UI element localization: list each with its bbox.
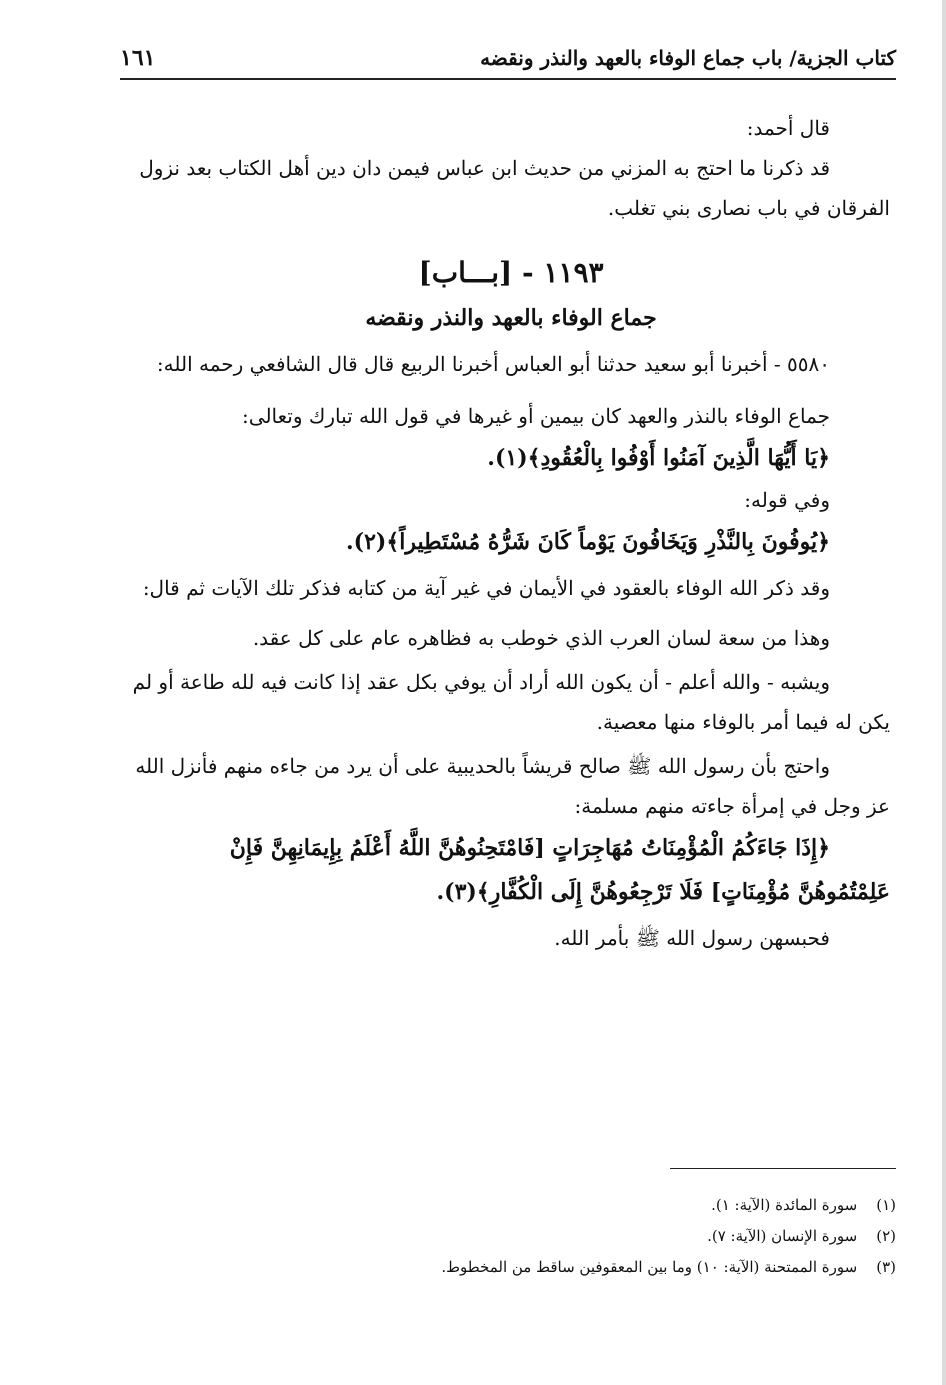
footnote-divider [670, 1168, 896, 1169]
header-title: كتاب الجزية/ باب جماع الوفاء بالعهد والنذر ونقضه [480, 46, 896, 70]
running-header [120, 38, 896, 80]
chapter-subtitle: جماع الوفاء بالعهد والنذر ونقضه [365, 305, 657, 331]
footnote-number: (١) [876, 1196, 896, 1214]
footnote-text: سورة الإنسان (الآية: ٧). [707, 1227, 858, 1245]
footnote-3 [300, 1252, 896, 1283]
quran-verse-1: ﴿يَا أَيُّهَا الَّذِينَ آمَنُوا أَوْفُوا بِالْعُقُودِ﴾(١). [487, 445, 830, 471]
main-text [132, 108, 890, 958]
paragraph-wa-fi-qawlihi: وفي قوله: [744, 488, 830, 512]
paragraph-yushbih: ويشبه - والله أعلم - أن يكون الله أراد أن يوفي بكل عقد إذا كانت فيه لله طاعة أو لم يكن له فيما أمر بالوفاء منها معصية. [132, 670, 890, 734]
footnote-number: (٢) [876, 1227, 896, 1245]
paragraph-ihtajja: واحتج بأن رسول الله ﷺ صالح قريشاً بالحديبية على أن يرد من جاءه منهم فأنزل الله عز وجل في إمرأة جاءته منهم مسلمة: [135, 754, 890, 818]
paragraph-sa-at-lisan: وهذا من سعة لسان العرب الذي خوطب به فظاهره عام على كل عقد. [252, 626, 830, 650]
footnote-text: سورة المائدة (الآية: ١). [711, 1196, 858, 1214]
chapter-number-title: ١١٩٣ - [بـــاب] [418, 256, 604, 289]
footnote-text: سورة الممتحنة (الآية: ١٠) وما بين المعقوفين ساقط من المخطوط. [441, 1258, 858, 1276]
footnote-number: (٣) [876, 1258, 896, 1276]
footnote-1 [300, 1190, 896, 1221]
footnotes [300, 1190, 896, 1283]
paragraph-qal-ahmad: قال أحمد: [746, 116, 830, 140]
paragraph-fahabasahunna: فحبسهن رسول الله ﷺ بأمر الله. [554, 926, 830, 950]
scan-edge [942, 0, 946, 1385]
page-number: ١٦١ [120, 45, 156, 71]
quran-verse-3: ﴿إِذَا جَاءَكُمُ الْمُؤْمِنَاتُ مُهَاجِرَاتٍ [فَامْتَحِنُوهُنَّ اللَّهُ أَعْلَمُ بِإِيمَانِهِنَّ فَإِنْ عَلِمْتُمُوهُنَّ مُؤْمِنَاتٍ] فَلَا تَرْجِعُوهُنَّ إِلَى الْكُفَّارِ﴾(٣). [229, 835, 890, 905]
hadith-isnad: ٥٥٨٠ - أخبرنا أبو سعيد حدثنا أبو العباس أخبرنا الربيع قال قال الشافعي رحمه الله: [156, 352, 830, 376]
footnote-2 [300, 1221, 896, 1252]
paragraph-wafa-uqud: وقد ذكر الله الوفاء بالعقود في الأيمان في غير آية من كتابه فذكر تلك الآيات ثم قال: [142, 576, 830, 600]
paragraph-intro: قد ذكرنا ما احتج به المزني من حديث ابن عباس فيمن دان دين أهل الكتاب بعد نزول الفرقان في باب نصارى بني تغلب. [139, 156, 890, 220]
paragraph-jima: جماع الوفاء بالنذر والعهد كان بيمين أو غيرها في قول الله تبارك وتعالى: [242, 404, 830, 428]
quran-verse-2: ﴿يُوفُونَ بِالنَّذْرِ وَيَخَافُونَ يَوْماً كَانَ شَرُّهُ مُسْتَطِيراً﴾(٢). [346, 529, 830, 555]
